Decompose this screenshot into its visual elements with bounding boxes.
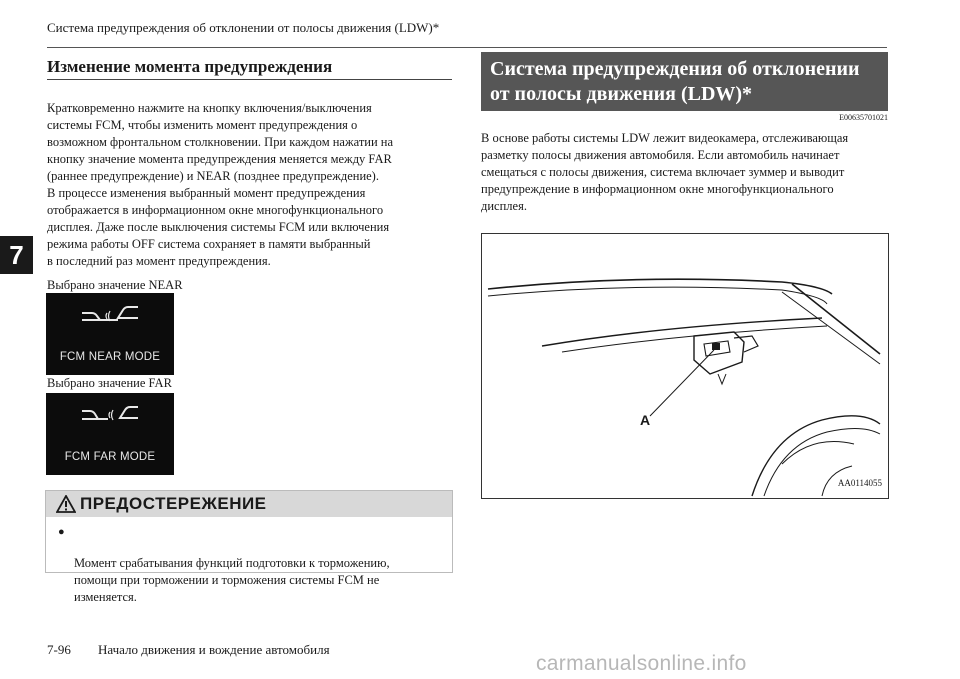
fcm-near-screen — [46, 293, 174, 375]
warning-box — [45, 490, 453, 604]
windshield-camera-drawing — [482, 234, 888, 498]
near-label: Выбрано значение NEAR — [47, 278, 183, 292]
timing-paragraph-1: Кратковременно нажмите на кнопку включения/выключения системы FCM, чтобы изменить момент предупреждения о возможном фронтальном столкновении. При каждом нажатии на кнопку значение момента предупреждения меняется между FAR (раннее предупреждение) и NEAR (позднее предупреждение). — [47, 101, 394, 183]
fcm-far-mode-text: FCM FAR MODE — [64, 451, 156, 463]
illustration-code: AA0114055 — [837, 478, 882, 488]
running-header: Система предупреждения об отклонении от полосы движения (LDW)* — [47, 20, 440, 35]
section-heading-ldw: Система предупреждения об отклонении от полосы движения (LDW)* — [481, 52, 888, 111]
fcm-near-car-icon — [80, 299, 140, 331]
timing-description — [47, 100, 467, 270]
fcm-far-car-icon — [80, 399, 140, 431]
ldw-camera-illustration — [481, 233, 889, 499]
header-rule — [47, 47, 887, 48]
chapter-tab: 7 — [0, 236, 33, 274]
fcm-far-screen — [46, 393, 174, 475]
section-heading-warning-timing: Изменение момента предупреждения — [47, 57, 333, 76]
section-heading-rule — [47, 79, 452, 80]
document-code: E00635701021 — [839, 113, 888, 122]
warning-item — [46, 517, 452, 606]
watermark: carmanualsonline.info — [536, 652, 747, 675]
timing-paragraph-2: В процессе изменения выбранный момент предупреждения отображается в информационном окне многофункционального дисплея. Даже после выключения системы FCM или включения режима работы OFF система сохраняет в памяти выбранный в последний раз момент предупреждения. — [47, 186, 390, 268]
warning-header — [46, 491, 452, 517]
warning-title: ПРЕДОСТЕРЕЖЕНИЕ — [80, 494, 267, 513]
bullet-icon: ● — [58, 526, 65, 538]
footer-section-title: Начало движения и вождение автомобиля — [98, 642, 330, 657]
far-label: Выбрано значение FAR — [47, 376, 172, 390]
page-number: 7-96 — [47, 642, 71, 657]
fcm-near-mode-text: FCM NEAR MODE — [59, 351, 161, 363]
ldw-description: В основе работы системы LDW лежит видеокамера, отслеживающая разметку полосы движения автомобиля. Если автомобиль начинает смещаться с полосы движения, система включает зуммер и выводит предупреждение в информационном окне многофункционального дисплея. — [481, 131, 849, 213]
warning-triangle-icon — [56, 495, 76, 513]
callout-label: A — [640, 412, 651, 428]
warning-item-text: Момент срабатывания функций подготовки к торможению, помощи при торможении и торможения системы FCM не изменяется. — [74, 556, 390, 604]
